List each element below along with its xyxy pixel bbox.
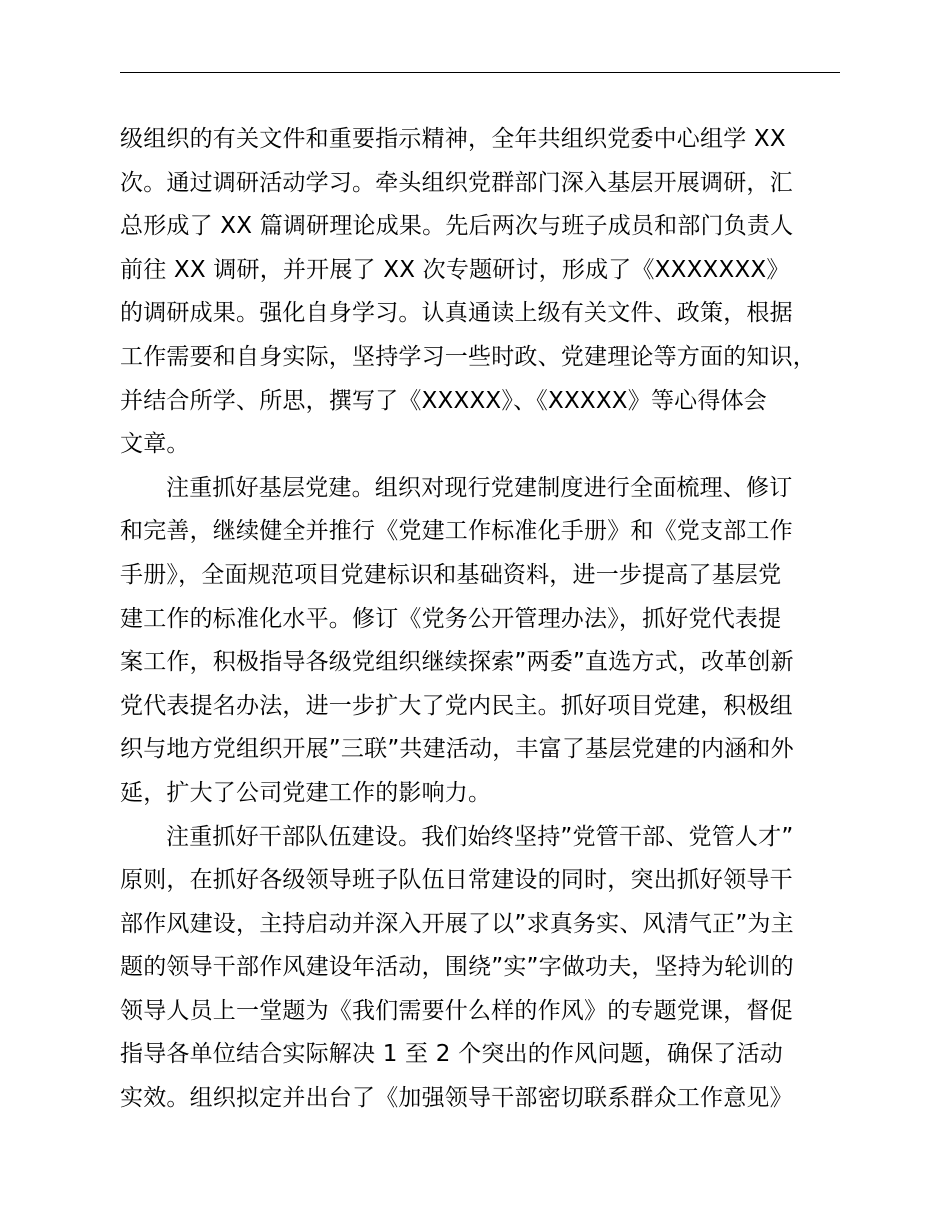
text-line: 案工作，积极指导各级党组织继续探索”两委”直选方式，改革创新 <box>120 649 794 676</box>
text-line: 手册》，全面规范项目党建标识和基础资料，进一步提高了基层党 <box>120 561 782 588</box>
text-line: 领导人员上一堂题为《我们需要什么样的作风》的专题党课，督促 <box>120 997 793 1024</box>
text-line: 前往 XX 调研，并开展了 XX 次专题研讨，形成了《XXXXXXX》 <box>120 256 790 283</box>
text-line: 题的领导干部作风建设年活动，围绕”实”字做功夫，坚持为轮训的 <box>120 954 794 981</box>
text-line: 建工作的标准化水平。修订《党务公开管理办法》，抓好党代表提 <box>120 605 782 632</box>
text-line: 文章。 <box>120 431 190 458</box>
paragraph-first-line: 注重抓好基层党建。组织对现行党建制度进行全面梳理、修订 <box>166 474 793 501</box>
text-line: 次。通过调研活动学习。牵头组织党群部门深入基层开展调研，汇 <box>120 169 793 196</box>
text-line: 织与地方党组织开展”三联”共建活动，丰富了基层党建的内涵和外 <box>120 736 794 763</box>
text-line: 级组织的有关文件和重要指示精神，全年共组织党委中心组学 XX <box>120 126 786 152</box>
text-line: 的调研成果。强化自身学习。认真通读上级有关文件、政策，根据 <box>120 300 793 327</box>
text-line: 党代表提名办法，进一步扩大了党内民主。抓好项目党建，积极组 <box>120 692 793 719</box>
text-line: 工作需要和自身实际，坚持学习一些时政、党建理论等方面的知识， <box>120 343 816 370</box>
text-line: 并结合所学、所思，撰写了《XXXXX》、《XXXXX》等心得体会 <box>120 387 767 414</box>
header-rule <box>120 72 840 73</box>
paragraph-first-line: 注重抓好干部队伍建设。我们始终坚持”党管干部、党管人才” <box>166 823 794 850</box>
text-line: 原则，在抓好各级领导班子队伍日常建设的同时，突出抓好领导干 <box>120 867 793 894</box>
text-line: 和完善，继续健全并推行《党建工作标准化手册》和《党支部工作 <box>120 518 793 545</box>
body-text <box>120 118 860 1121</box>
text-line: 延，扩大了公司党建工作的影响力。 <box>120 779 492 806</box>
text-line: 部作风建设，主持启动并深入开展了以”求真务实、风清气正”为主 <box>120 910 794 937</box>
text-line: 指导各单位结合实际解决 1 至 2 个突出的作风问题，确保了活动 <box>120 1041 783 1068</box>
text-line: 实效。组织拟定并出台了《加强领导干部密切联系群众工作意见》 <box>120 1085 793 1112</box>
text-line: 总形成了 XX 篇调研理论成果。先后两次与班子成员和部门负责人 <box>120 213 794 240</box>
